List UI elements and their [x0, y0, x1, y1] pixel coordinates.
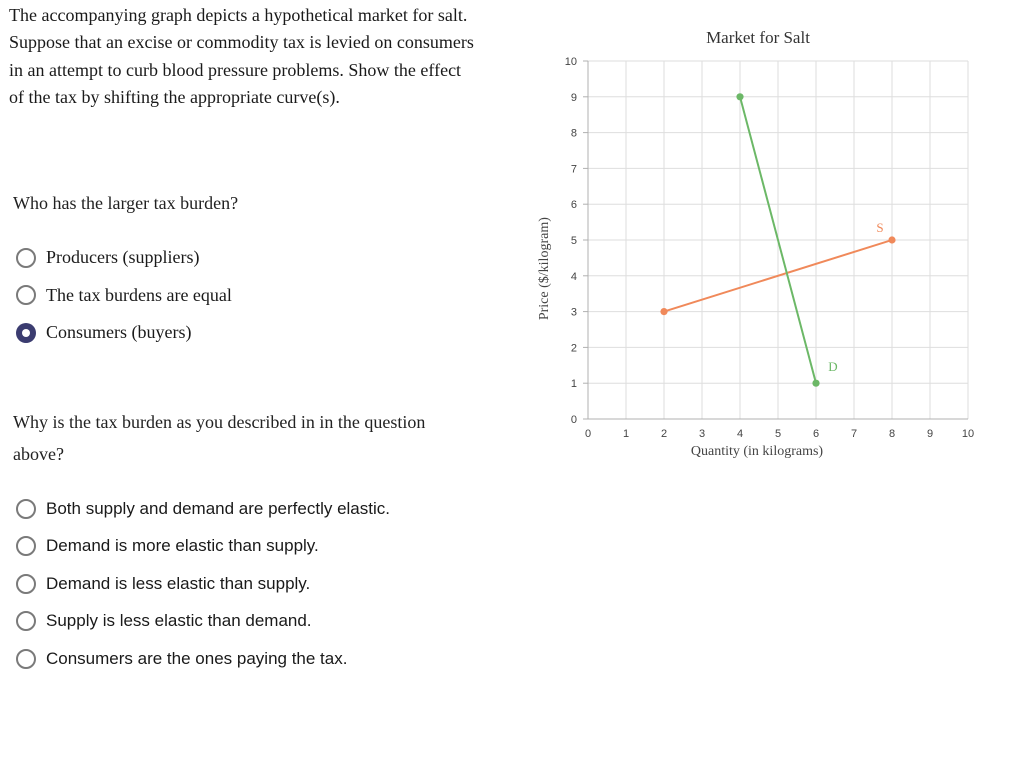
supply-curve-handle[interactable]: [888, 236, 895, 243]
q1-option-label: Producers (suppliers): [46, 247, 200, 268]
x-axis-label: Quantity (in kilograms): [690, 444, 824, 459]
demand-curve-label: D: [828, 359, 838, 375]
x-tick-label: 5: [774, 428, 782, 440]
y-tick-label: 0: [570, 414, 577, 426]
y-tick-label: 8: [570, 127, 577, 140]
x-tick-label: 0: [584, 428, 592, 440]
y-tick-label: 2: [570, 342, 577, 355]
q2-option-label: Consumers are the ones paying the tax.: [46, 648, 348, 668]
y-tick-label: 9: [570, 91, 577, 104]
chart-title: Market for Salt: [706, 28, 810, 47]
supply-curve-label: S: [876, 220, 884, 235]
question-1-text: Who has the larger tax burden?: [13, 193, 239, 213]
x-tick-label: 4: [736, 428, 744, 440]
q2-option-label: Both supply and demand are perfectly elastic.: [46, 498, 390, 518]
x-tick-label: 10: [961, 428, 975, 440]
q2-option-label: Supply is less elastic than demand.: [46, 611, 312, 631]
q1-option-label: The tax burdens are equal: [46, 284, 232, 305]
x-tick-label: 7: [850, 428, 858, 440]
demand-curve-handle[interactable]: [812, 380, 819, 387]
y-tick-label: 5: [570, 235, 577, 247]
y-tick-label: 4: [570, 270, 577, 283]
question-2-text: Why is the tax burden as you described in in the question above?: [13, 412, 426, 464]
q1-option-label: Consumers (buyers): [46, 322, 192, 343]
x-tick-label: 8: [888, 428, 896, 440]
y-tick-label: 7: [570, 163, 577, 176]
q2-option-label: Demand is more elastic than supply.: [46, 536, 319, 556]
x-tick-label: 6: [812, 428, 820, 440]
x-tick-label: 9: [926, 428, 934, 440]
q2-option-label: Demand is less elastic than supply.: [46, 573, 311, 593]
y-tick-label: 10: [564, 56, 577, 68]
problem-intro: The accompanying graph depicts a hypothetical market for salt. Suppose that an excise or commodity tax is levied on consumers in an attempt to curb blood pressure problems. Show the effect of the tax by shifting the appropriate curve(s).: [9, 5, 474, 107]
y-tick-label: 6: [570, 199, 577, 212]
supply-curve-handle[interactable]: [660, 308, 667, 315]
demand-curve-handle[interactable]: [736, 93, 743, 100]
y-tick-label: 1: [570, 378, 577, 391]
x-tick-label: 3: [698, 428, 706, 440]
x-tick-label: 1: [622, 428, 630, 440]
y-axis-label: Price ($/kilogram): [537, 217, 552, 321]
x-tick-label: 2: [660, 428, 668, 440]
y-tick-label: 3: [570, 306, 577, 319]
